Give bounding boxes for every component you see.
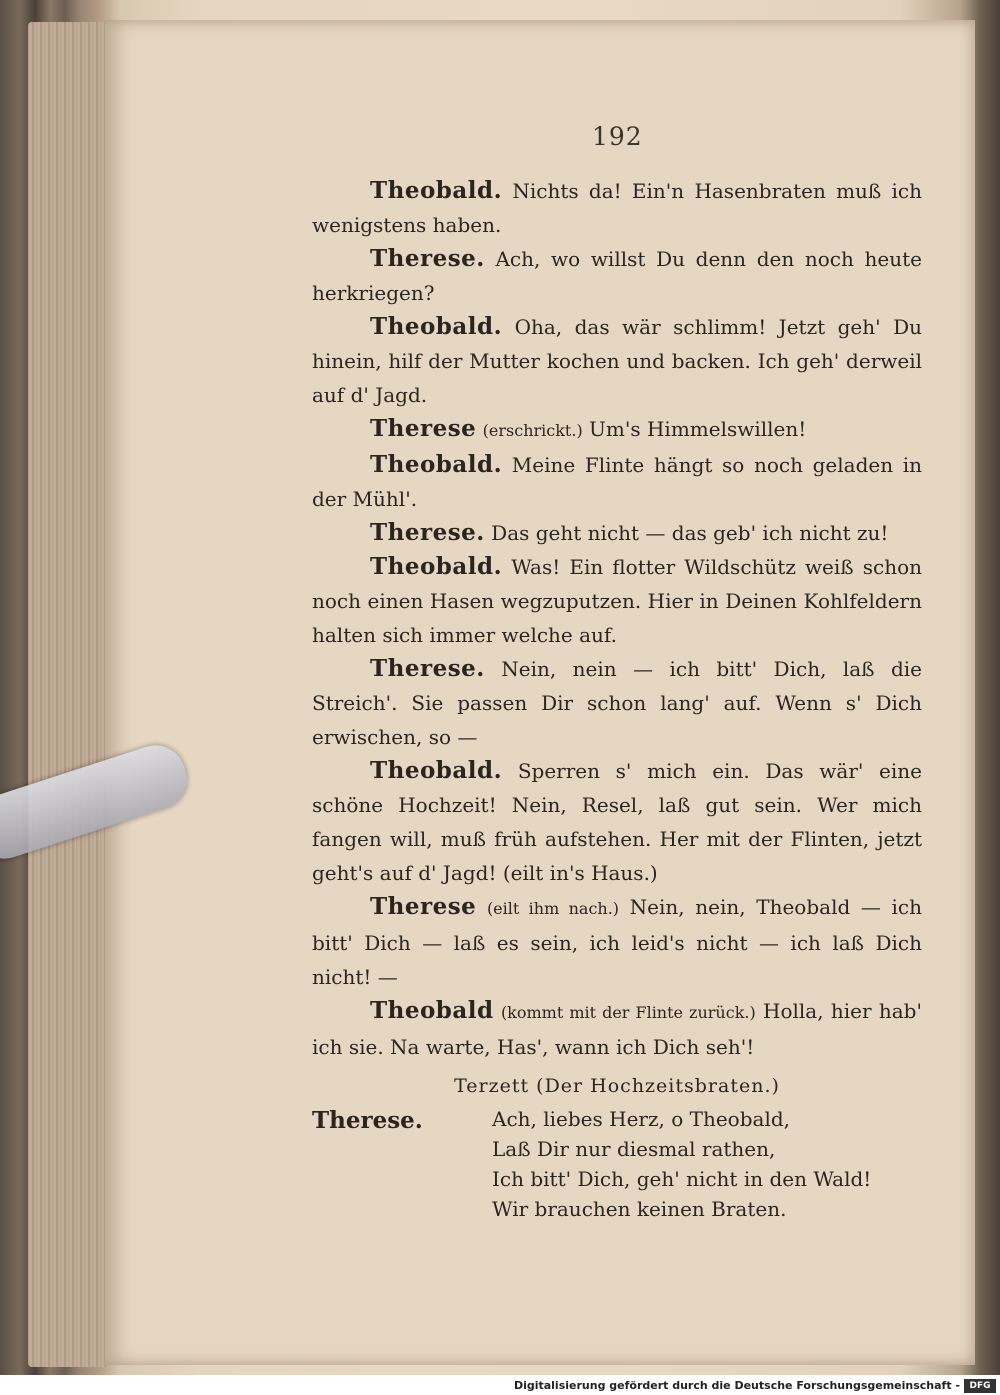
speaker-name: Theobald. (370, 553, 503, 580)
song-line: Ich bitt' Dich, geh' nicht in den Wald! (492, 1167, 872, 1191)
speaker-name: Theobald. (370, 451, 503, 478)
dialogue-paragraph (312, 550, 922, 652)
speaker-name: Theobald. (370, 313, 503, 340)
speaker-name: Therese (370, 893, 477, 920)
dialogue-text: Sperren s' mich ein. Das wär' eine schöne Hochzeit! Nein, Resel, laß gut sein. Wer mich fangen will, muß früh aufstehen. Her mit der Flinten, jetzt geht's auf d' Jagd! (eilt in's Haus.) (312, 759, 922, 885)
section-title: Terzett (Der Hochzeitsbraten.) (454, 1075, 780, 1097)
book-page-edges (28, 22, 108, 1367)
dialogue-text: Was! Ein flotter Wildschütz weiß schon noch einen Hasen wegzuputzen. Hier in Deinen Kohlfeldern halten sich immer welche auf. (312, 555, 923, 647)
dialogue-text: Ach, wo willst Du denn den noch heute herkriegen? (312, 247, 922, 305)
dialogue-paragraph (312, 890, 922, 994)
dialogue-paragraph (312, 242, 922, 310)
dialogue-paragraph (312, 516, 922, 550)
speaker-name: Therese. (370, 655, 485, 682)
song-block (312, 1104, 922, 1224)
song-line: Ach, liebes Herz, o Theobald, (492, 1107, 790, 1131)
speaker-name: Theobald. (370, 177, 503, 204)
song-line: Wir brauchen keinen Braten. (492, 1197, 787, 1221)
speaker-name: Therese (370, 415, 477, 442)
dialogue-text: Holla, hier hab' ich sie. Na warte, Has', wann ich Dich seh'! (312, 999, 922, 1059)
dialogue-paragraph (312, 652, 922, 754)
dialogue-text: Nein, nein, Theobald — ich bitt' Dich — laß es sein, ich leid's nicht — ich laß Dich nicht! — (312, 895, 922, 989)
song-speaker: Therese. (312, 1107, 423, 1134)
stage-direction: (eilt ihm nach.) (486, 899, 620, 918)
speaker-name: Theobald. (370, 757, 503, 784)
dialogue-text: Um's Himmelswillen! (589, 417, 807, 441)
speaker-name: Therese. (370, 245, 485, 272)
dialogue-text: Oha, das wär schlimm! Jetzt geh' Du hinein, hilf der Mutter kochen und backen. Ich geh' derweil auf d' Jagd. (312, 315, 922, 407)
stage-direction: (erschrickt.) (482, 421, 583, 440)
dialogue-paragraph (312, 174, 922, 242)
page-number: 192 (592, 122, 643, 151)
speaker-name: Theobald (370, 997, 494, 1024)
footer-credit: Digitalisierung gefördert durch die Deutsche Forschungsgemeinschaft - (513, 1379, 960, 1392)
dialogue-paragraph (312, 448, 922, 516)
dialogue-paragraph (312, 412, 922, 448)
dfg-logo: DFG (964, 1379, 996, 1393)
text-block (312, 174, 922, 1224)
footer-bar (0, 1377, 1000, 1395)
dialogue-text: Das geht nicht — das geb' ich nicht zu! (491, 521, 889, 545)
song-line: Laß Dir nur diesmal rathen, (492, 1137, 776, 1161)
speaker-name: Therese. (370, 519, 485, 546)
dialogue-text: Nein, nein — ich bitt' Dich, laß die Streich'. Sie passen Dir schon lang' auf. Wenn s' Dich erwischen, so — (312, 657, 922, 749)
stage-direction: (kommt mit der Flinte zurück.) (500, 1003, 756, 1022)
dialogue-text: Nichts da! Ein'n Hasenbraten muß ich wenigstens haben. (312, 179, 923, 237)
dialogue-paragraph (312, 310, 922, 412)
song-lines (492, 1104, 871, 1224)
dialogue-paragraph (312, 994, 922, 1064)
dialogue-paragraph (312, 754, 922, 890)
dialogue-text: Meine Flinte hängt so noch geladen in der Mühl'. (312, 453, 922, 511)
dialogue-list (312, 174, 922, 1064)
